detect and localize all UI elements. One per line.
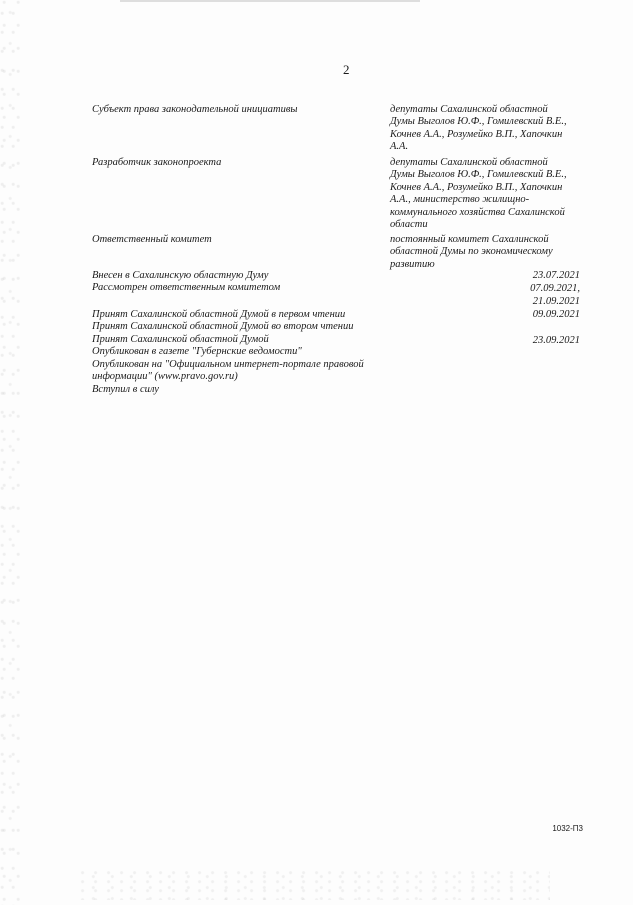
scan-noise-left [0, 0, 22, 905]
developer-line-2: Думы Выголов Ю.Ф., Гомилевский В.Е., [390, 169, 567, 181]
reviewed-date-1: 07.09.2021, [530, 283, 580, 294]
reviewed-date-2: 21.09.2021 [532, 296, 580, 307]
committee-value [390, 234, 580, 271]
published-portal-label-1: Опубликован на "Официальном интернет-портале правовой [92, 359, 364, 370]
subject-line-1 [390, 104, 580, 116]
developer-line-6: области [390, 219, 428, 231]
second-reading-label: Принят Сахалинской областной Думой во втором чтении [92, 321, 354, 332]
submitted-label: Внесен в Сахалинскую областную Думу [92, 270, 269, 281]
committee-line-3: развитию [390, 258, 435, 270]
subject-line-2: Думы Выголов Ю.Ф., Гомилевский В.Е., [390, 116, 567, 128]
committee-label: Ответственный комитет [92, 234, 212, 245]
published-portal-label-2: информации" (www.pravo.gov.ru) [92, 371, 238, 382]
subject-line-4: А.А. [390, 141, 409, 153]
scan-edge-top [120, 0, 420, 2]
scan-noise-bottom [80, 870, 550, 900]
developer-line-1: депутаты Сахалинской областной [390, 157, 548, 168]
developer-line-5: коммунального хозяйства Сахалинской [390, 206, 565, 218]
first-reading-date: 09.09.2021 [532, 309, 580, 320]
in-force-label: Вступил в силу [92, 384, 159, 395]
published-newspaper-label: Опубликован в газете "Губернские ведомости" [92, 346, 302, 357]
subject-line-1-text: депутаты Сахалинской областной [390, 104, 548, 115]
first-reading-label: Принят Сахалинской областной Думой в первом чтении [92, 309, 346, 320]
reviewed-label: Рассмотрен ответственным комитетом [92, 282, 281, 293]
adopted-date: 23.09.2021 [532, 335, 580, 346]
subject-label: Субъект права законодательной инициативы [92, 104, 298, 115]
developer-line-4: А.А., министерство жилищно- [390, 194, 530, 206]
committee-line-1: постоянный комитет Сахалинской [390, 234, 549, 245]
subject-line-3: Кочнев А.А., Розумейко В.П., Хапочкин [390, 128, 563, 140]
developer-line-3: Кочнев А.А., Розумейко В.П., Хапочкин [390, 181, 563, 193]
adopted-label: Принят Сахалинской областной Думой [92, 334, 269, 345]
developer-label: Разработчик законопроекта [92, 157, 222, 168]
page-number: 2 [343, 62, 350, 77]
committee-line-2: областной Думы по экономическому [390, 246, 553, 258]
subject-value [390, 104, 580, 154]
document-code: 1032-П3 [552, 824, 583, 833]
submitted-date: 23.07.2021 [532, 270, 580, 281]
developer-value [390, 157, 580, 231]
